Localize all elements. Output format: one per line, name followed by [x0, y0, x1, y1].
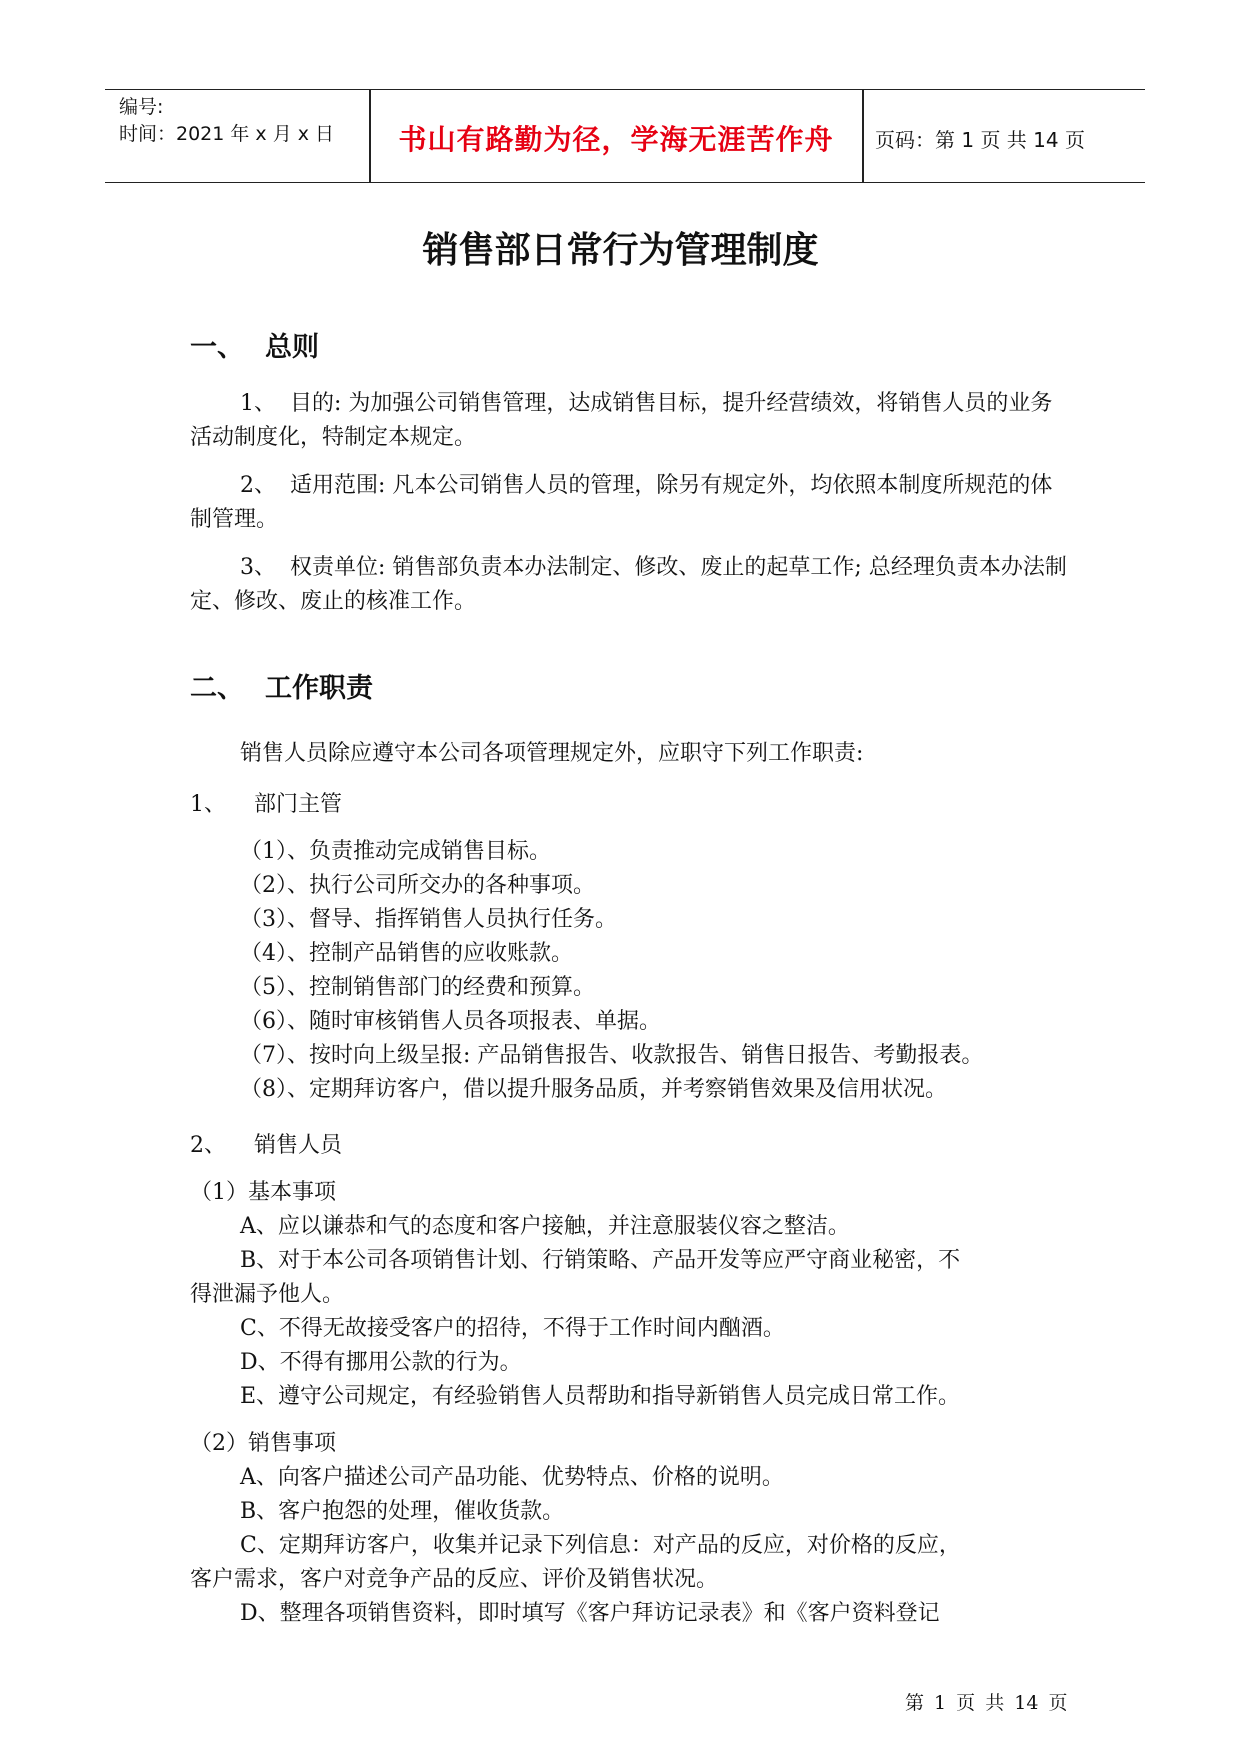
list-item: （5）、控制销售部门的经费和预算。: [240, 975, 595, 1000]
list-item: （2）、执行公司所交办的各种事项。: [240, 873, 595, 898]
paragraph-text: 适用范围: 凡本公司销售人员的管理，除另有规定外，均依照本制度所规范的体制管理。: [190, 473, 1053, 532]
document-title: 销售部日常行为管理制度: [422, 230, 819, 271]
subsection-title: 销售人员: [253, 1133, 342, 1158]
list-item: （4）、控制产品销售的应收账款。: [240, 941, 573, 966]
header-page-info: 页码：第 1 页 共 14 页: [875, 128, 1085, 152]
list-item-continued: 得泄漏予他人。: [190, 1282, 345, 1307]
list-item: （3）、督导、指挥销售人员执行任务。: [240, 907, 617, 932]
list-item: B、客户抱怨的处理，催收货款。: [240, 1499, 565, 1524]
paragraph-text: 目的: 为加强公司销售管理，达成销售目标，提升经营绩效，将销售人员的业务活动制度化，特制定本规定。: [190, 391, 1053, 450]
list-item: C、不得无故接受客户的招待，不得于工作时间内酗酒。: [240, 1316, 785, 1341]
date-label: 时间：2021 年 x 月 x 日: [119, 123, 335, 145]
paragraph-text: 权责单位: 销售部负责本办法制定、修改、废止的起草工作; 总经理负责本办法制定、修改、废止的核准工作。: [190, 555, 1067, 614]
paragraph-number: 2、: [240, 473, 276, 498]
list-item: D、不得有挪用公款的行为。: [240, 1350, 522, 1375]
list-item: B、对于本公司各项销售计划、行销策略、产品开发等应严守商业秘密，不: [240, 1248, 961, 1273]
section-title: 总则: [265, 332, 319, 363]
list-item: （6）、随时审核销售人员各项报表、单据。: [240, 1009, 661, 1034]
group-heading: （1）基本事项: [190, 1180, 336, 1205]
header-divider: [862, 90, 864, 182]
subsection-number: 2、: [190, 1133, 226, 1158]
paragraph: [190, 551, 1070, 619]
paragraph-number: 3、: [240, 555, 276, 580]
page-footer: 第 1 页 共 14 页: [905, 1692, 1068, 1714]
subsection-title: 部门主管: [253, 792, 342, 817]
list-item: E、遵守公司规定，有经验销售人员帮助和指导新销售人员完成日常工作。: [240, 1384, 961, 1409]
section-title: 工作职责: [265, 673, 373, 704]
list-item: D、整理各项销售资料，即时填写《客户拜访记录表》和《客户资料登记: [240, 1601, 940, 1626]
section-heading: [190, 325, 319, 364]
list-item: C、定期拜访客户，收集并记录下列信息：对产品的反应，对价格的反应，: [240, 1533, 961, 1558]
serial-label: 编号:: [119, 96, 164, 118]
section-heading: [190, 666, 373, 705]
paragraph: [190, 387, 1070, 455]
subsection-number: 1、: [190, 792, 226, 817]
list-item: （8）、定期拜访客户，借以提升服务品质，并考察销售效果及信用状况。: [240, 1077, 947, 1102]
header-left: [119, 94, 334, 148]
header-table: [105, 89, 1145, 183]
subsection-heading: [190, 787, 342, 818]
section-intro: 销售人员除应遵守本公司各项管理规定外，应职守下列工作职责:: [240, 741, 864, 766]
list-item-continued: 客户需求，客户对竞争产品的反应、评价及销售状况。: [190, 1567, 719, 1592]
group-heading: （2）销售事项: [190, 1431, 336, 1456]
list-item: （7）、按时向上级呈报: 产品销售报告、收款报告、销售日报告、考勤报表。: [240, 1043, 984, 1068]
list-item: （1）、负责推动完成销售目标。: [240, 839, 551, 864]
subsection-heading: [190, 1128, 342, 1159]
header-motto: 书山有路勤为径，学海无涯苦作舟: [398, 123, 834, 156]
section-number: 一、: [190, 332, 244, 363]
list-item: A、应以谦恭和气的态度和客户接触，并注意服装仪容之整洁。: [240, 1214, 850, 1239]
paragraph: [190, 469, 1070, 537]
paragraph-number: 1、: [240, 391, 276, 416]
list-item: A、向客户描述公司产品功能、优势特点、价格的说明。: [240, 1465, 784, 1490]
section-number: 二、: [190, 673, 244, 704]
